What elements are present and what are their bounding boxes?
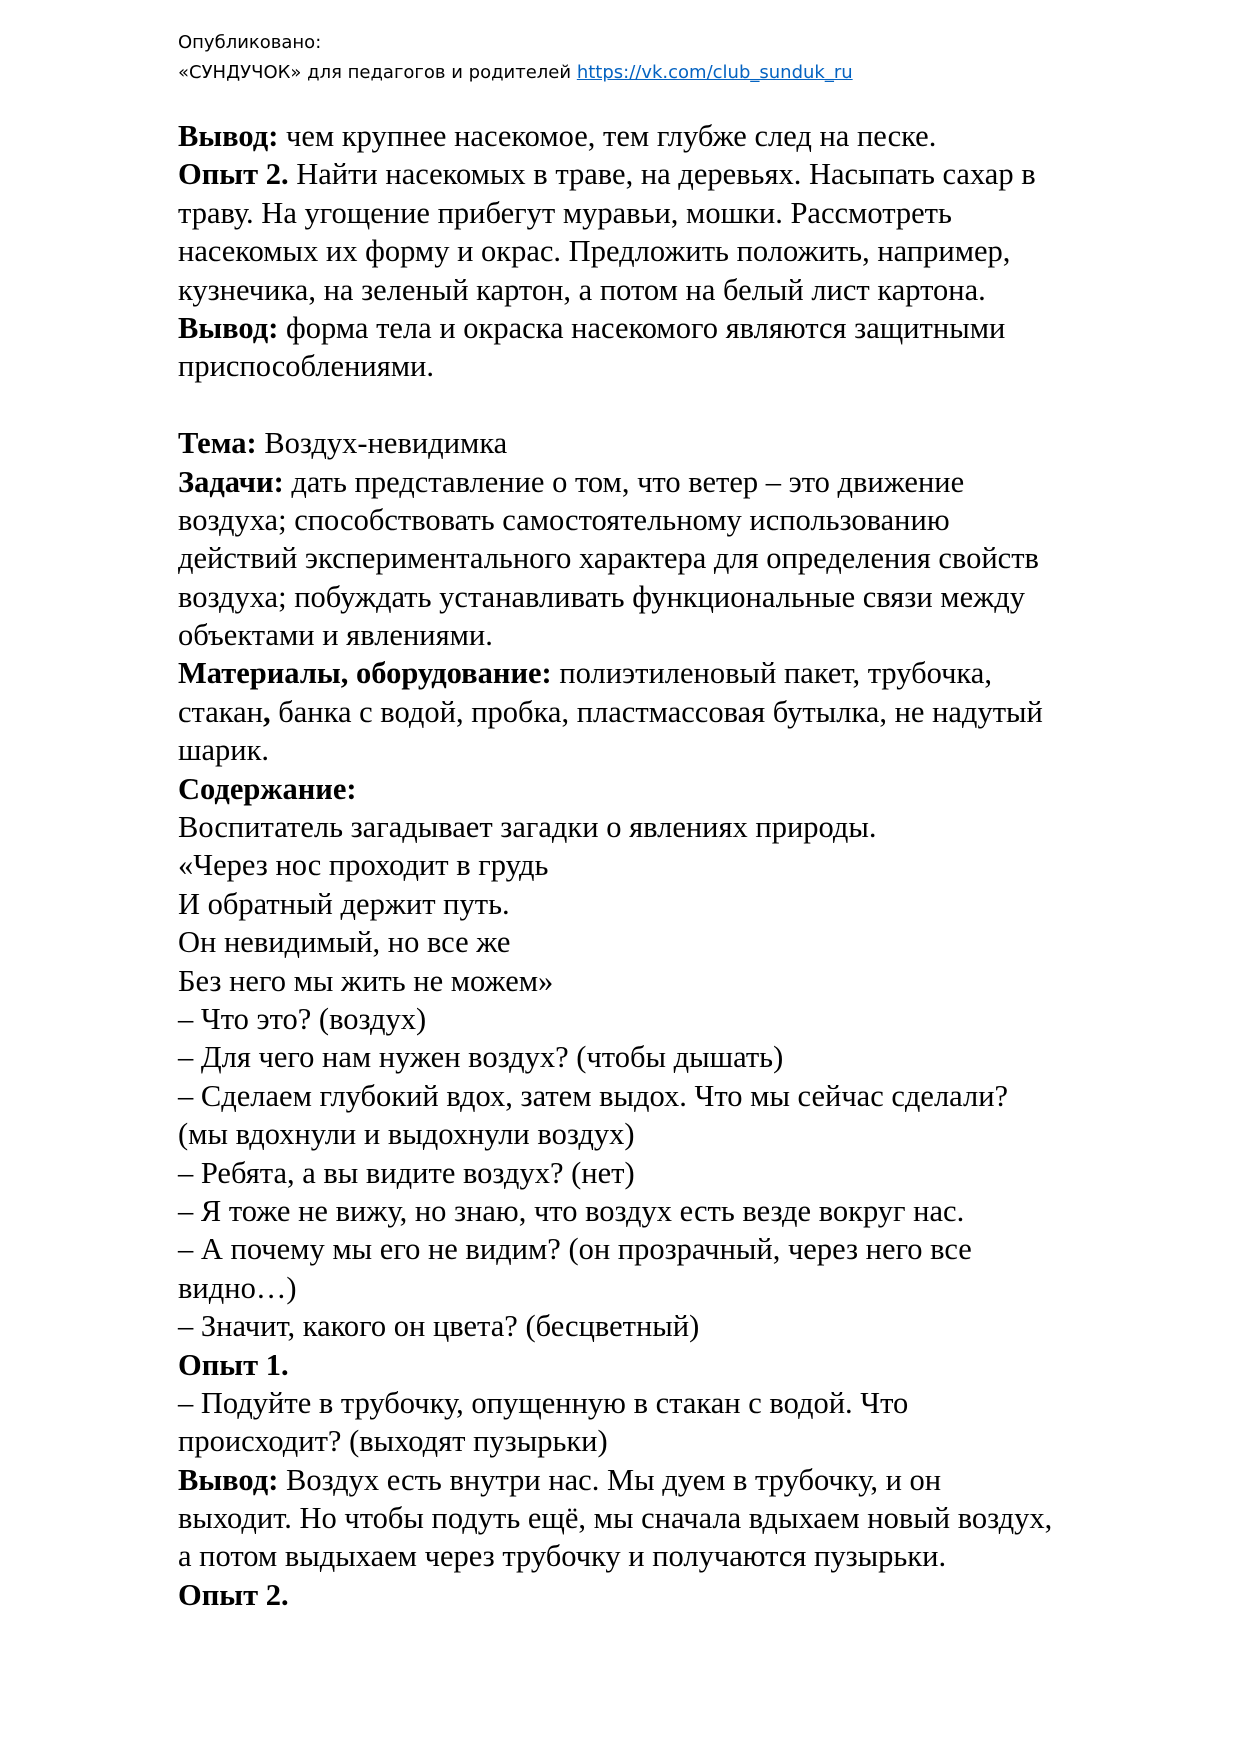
dialogue-line: видно…) xyxy=(178,1270,297,1305)
content-heading: Содержание: xyxy=(178,771,357,806)
dialogue-line: (мы вдохнули и выдохнули воздух) xyxy=(178,1117,635,1152)
dialogue-line: – А почему мы его не видим? (он прозрачный, через него все xyxy=(178,1232,972,1267)
materials-label: Материалы, оборудование: xyxy=(178,656,552,691)
text-line: объектами и явлениями. xyxy=(178,618,493,653)
bold-comma: , xyxy=(263,694,271,729)
vk-link[interactable]: https://vk.com/club_sunduk_ru xyxy=(576,62,853,83)
text-line: насекомых их форму и окрас. Предложить положить, например, xyxy=(178,234,1011,269)
source-line xyxy=(178,58,853,88)
experiment-1-heading: Опыт 1. xyxy=(178,1347,289,1382)
publication-header xyxy=(178,28,853,88)
text-run: чем крупнее насекомое, тем глубже след на песке. xyxy=(278,119,937,153)
paragraph-gap xyxy=(178,386,1188,424)
conclusion-label: Вывод: xyxy=(178,1462,279,1497)
text-line: шарик. xyxy=(178,733,270,768)
dialogue-line: – Сделаем глубокий вдох, затем выдох. Что мы сейчас сделали? xyxy=(178,1078,1009,1113)
riddle-line: Без него мы жить не можем» xyxy=(178,963,554,998)
dialogue-line: – Подуйте в трубочку, опущенную в стакан с водой. Что xyxy=(178,1385,909,1420)
document-body xyxy=(178,117,1188,1614)
text-run: дать представление о том, что ветер – это движение xyxy=(283,464,965,499)
conclusion-line xyxy=(178,117,1188,155)
experiment-label: Опыт 2. xyxy=(178,157,289,192)
text-line: траву. На угощение прибегут муравьи, мошки. Рассмотреть xyxy=(178,195,952,230)
dialogue-line: – Что это? (воздух) xyxy=(178,1001,427,1036)
dialogue-line: – Для чего нам нужен воздух? (чтобы дышать) xyxy=(178,1040,784,1075)
experiment-2-heading: Опыт 2. xyxy=(178,1577,289,1612)
text-run: форма тела и окраска насекомого являются защитными xyxy=(278,310,1006,345)
text-line: Воспитатель загадывает загадки о явлениях природы. xyxy=(178,810,877,845)
dialogue-line: – Ребята, а вы видите воздух? (нет) xyxy=(178,1155,635,1190)
text-line: выходит. Но чтобы подуть ещё, мы сначала вдыхаем новый воздух, xyxy=(178,1501,1053,1536)
dialogue-line: – Я тоже не вижу, но знаю, что воздух есть везде вокруг нас. xyxy=(178,1193,965,1228)
riddle-line: «Через нос проходит в грудь xyxy=(178,848,549,883)
source-text: «СУНДУЧОК» для педагогов и родителей xyxy=(178,62,572,83)
topic-title: Воздух-невидимка xyxy=(256,426,508,461)
conclusion-line xyxy=(178,309,1188,347)
topic-label: Тема: xyxy=(178,426,257,461)
conclusion-line xyxy=(178,1461,1188,1499)
tasks-line xyxy=(178,463,1188,501)
topic-line xyxy=(178,424,1188,462)
text-run: банка с водой, пробка, пластмассовая бутылка, не надутый xyxy=(270,694,1043,729)
published-label: Опубликовано: xyxy=(178,32,322,53)
text-line: действий экспериментального характера для определения свойств xyxy=(178,541,1039,576)
text-run: Воздух есть внутри нас. Мы дуем в трубочку, и он xyxy=(278,1462,942,1497)
text-line: воздуха; способствовать самостоятельному использованию xyxy=(178,502,950,537)
text-line: воздуха; побуждать устанавливать функциональные связи между xyxy=(178,579,1025,614)
riddle-line: Он невидимый, но все же xyxy=(178,925,511,960)
materials-line xyxy=(178,654,1188,692)
experiment-2-line xyxy=(178,155,1188,193)
text-line xyxy=(178,693,1188,731)
dialogue-line: – Значит, какого он цвета? (бесцветный) xyxy=(178,1309,700,1344)
text-run: стакан xyxy=(178,694,263,729)
text-line: а потом выдыхаем через трубочку и получаются пузырьки. xyxy=(178,1539,947,1574)
tasks-label: Задачи: xyxy=(178,464,284,499)
conclusion-label: Вывод: xyxy=(178,119,279,153)
text-line: кузнечика, на зеленый картон, а потом на белый лист картона. xyxy=(178,272,986,307)
text-run: Найти насекомых в траве, на деревьях. Насыпать сахар в xyxy=(288,157,1036,192)
text-line: приспособлениями. xyxy=(178,349,434,384)
dialogue-line: происходит? (выходят пузырьки) xyxy=(178,1424,608,1459)
riddle-line: И обратный держит путь. xyxy=(178,886,510,921)
conclusion-label: Вывод: xyxy=(178,310,279,345)
text-run: полиэтиленовый пакет, трубочка, xyxy=(551,656,992,691)
